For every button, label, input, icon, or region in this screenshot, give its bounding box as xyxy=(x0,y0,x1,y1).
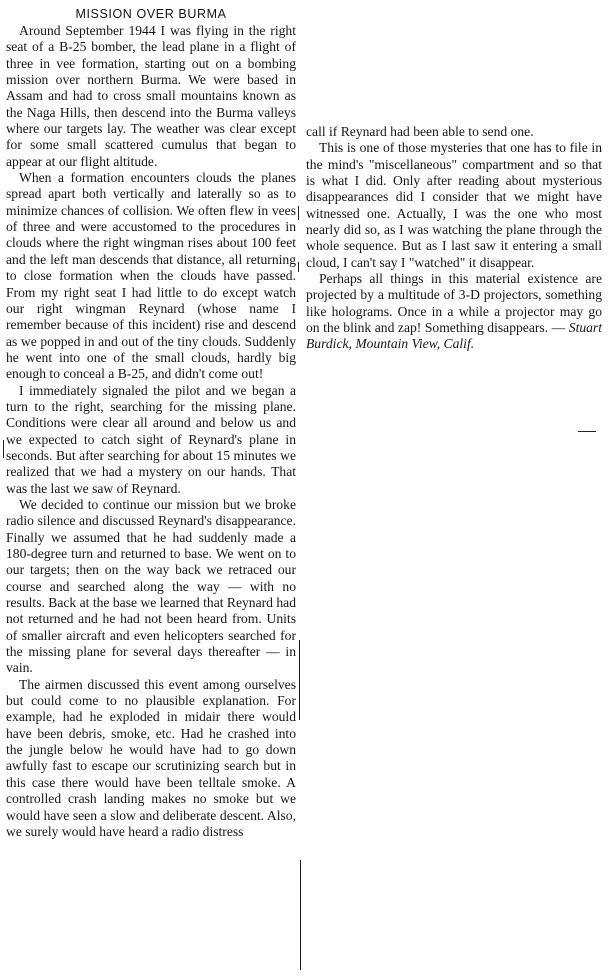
paragraph: Around September 1944 I was flying in the right seat of a B-25 bomber, the lead plane in a flight of three in vee formation, starting out on a bombing mission over northern Burma. We were based in Assam and had to cross small mountains known as the Naga Hills, then descend into the Burma valleys where our targets lay. The weather was clear except for some small scattered cumulus that began to appear at our flight altitude. xyxy=(6,23,296,169)
paragraph: When a formation encounters clouds the planes spread apart both vertically and laterally so as to minimize chances of collision. We often flew in vees of three and were accustomed to the procedures in clouds where the right wingman rises about 100 feet and the left man descends that distance, all returning to close formation when the clouds have passed. From my right seat I had little to do except watch our right wingman Reynard (whose name I remember because of this incident) rise and descend as we popped in and out of the tiny clouds. Suddenly he went into one of the small clouds, hardly big enough to conceal a B-25, and didn't come out! xyxy=(6,170,296,382)
paragraph: We decided to continue our mission but we broke radio silence and discussed Reynard's disappearance. Finally we assumed that he had suddenly made a 180-degree turn and returned to base. We went on to our targets; then on the way back we retraced our course and searched along the way — with no results. Back at the base we learned that Reynard had not returned and he had not been heard from. Units of smaller aircraft and even helicopters searched for the missing plane for several days thereafter — in vain. xyxy=(6,496,296,676)
left-column xyxy=(6,0,296,840)
paragraph: I immediately signaled the pilot and we began a turn to the right, searching for the missing plane. Conditions were clear all around and below us and we expected to catch sight of Reynard's plane in seconds. But after searching for about 15 minutes we realized that we had a mystery on our hands. That was the last we saw of Reynard. xyxy=(6,382,296,496)
scan-mark xyxy=(300,860,301,970)
scan-mark xyxy=(298,262,299,272)
right-column xyxy=(306,124,602,353)
end-mark xyxy=(578,431,596,432)
scan-mark xyxy=(3,440,4,458)
paragraph: The airmen discussed this event among ourselves but could come to no plausible explanation. For example, had he exploded in midair there would have been debris, smoke, etc. Had he crashed into the jungle below he would have had to go down awfully fast to escape our scrutinizing search but in this case there would have been telltale smoke. A controlled crash landing makes no smoke but we would have seen a slow and deliberate descent. Also, we surely would have heard a radio distress xyxy=(6,676,296,839)
paragraph: This is one of those mysteries that one has to file in the mind's "miscellaneous" compartment and so that is what I did. Only after reading about mysterious disappearances did I consider that we might have witnessed one. Actually, I was the one who most nearly did so, as I was watching the plane through the whole sequence. But as I last saw it entering a small cloud, I can't say I "watched" it disappear. xyxy=(306,140,602,270)
final-paragraph-text: Perhaps all things in this material existence are projected by a multitude of 3-D projectors, something like holograms. Once in a while a projector may go on the blink and zap! Something disappears. — xyxy=(306,271,602,336)
author-signoff: Stuart Burdick, Mountain View, Calif. xyxy=(306,320,602,352)
final-paragraph xyxy=(306,271,602,353)
article-headline: MISSION OVER BURMA xyxy=(75,7,227,21)
paragraph: call if Reynard had been able to send one. xyxy=(306,124,534,139)
scan-mark xyxy=(299,640,300,720)
scan-mark xyxy=(298,206,299,220)
